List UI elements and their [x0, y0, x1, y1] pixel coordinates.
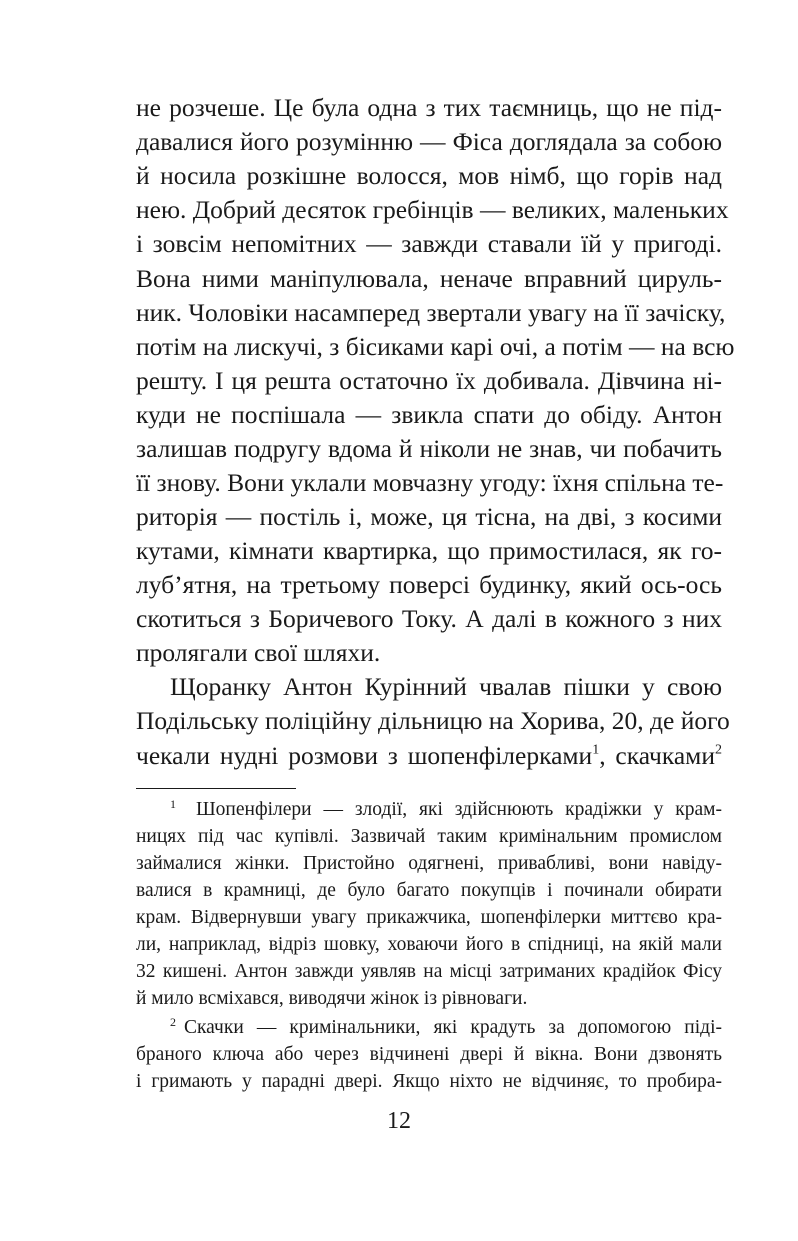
body-line: решту. І ця решта остаточно їх добивала. Дівчина ні-	[136, 366, 722, 395]
body-line: Подільську поліційну дільницю на Хорива, 20, де його	[136, 706, 730, 735]
body-line: куди не поспішала — звикла спати до обіду. Антон	[136, 400, 722, 429]
footnote-ref-2: 2	[714, 742, 722, 758]
body-line: залишав подругу вдома й ніколи не знав, чи побачить	[136, 434, 722, 463]
body-line: луб’ятня, на третьому поверсі будинку, який ось-ось	[136, 570, 722, 599]
body-line: скотиться з Боричевого Току. А далі в кожного з них	[136, 604, 722, 633]
body-line: кутами, кімнати квартирка, що примостилася, як го-	[136, 536, 722, 565]
footnote-line: валися в крамниці, де було багато покупців і починали обирати	[136, 880, 722, 901]
footnote-line: 1 Шопенфілери — злодії, які здійснюють крадіжки у крам-	[170, 797, 722, 820]
body-line: риторія — постіль і, може, ця тісна, на дві, з косими	[136, 502, 722, 531]
footnote-line: крам. Відвернувши увагу прикажчика, шопенфілерки миттєво кра-	[136, 907, 722, 928]
body-line: її знову. Вони уклали мовчазну угоду: їхня спільна те-	[136, 468, 724, 497]
body-line: пролягали свої шляхи.	[136, 638, 381, 667]
body-text: , скачками	[599, 741, 715, 770]
footnote-line: ницях під час купівлі. Зазвичай таким кримінальним промислом	[136, 826, 722, 847]
body-line: і зовсім непомітних — завжди ставали їй у пригоді.	[136, 229, 722, 258]
footnote-line: й мило всміхався, виводячи жінок із рівноваги.	[136, 988, 528, 1009]
body-line: не розчеше. Це була одна з тих таємниць, що не під-	[136, 93, 722, 122]
body-line: й носила розкішне волосся, мов німб, що горів над	[136, 161, 722, 190]
footnote-line: займалися жінки. Пристойно одягнені, привабливі, вони навіду-	[136, 853, 722, 874]
body-line: давалися його розумінню — Фіса доглядала за собою	[136, 127, 722, 156]
page-number: 12	[387, 1108, 411, 1134]
footnote-line: ли, наприклад, відріз шовку, ховаючи його в спідниці, на якій мали	[136, 934, 722, 955]
footnote-line: браного ключа або через відчинені двері й вікна. Вони дзвонять	[136, 1044, 722, 1065]
footnote-ref-1: 1	[592, 742, 600, 758]
body-line: Щоранку Антон Курінний чвалав пішки у свою	[170, 672, 722, 701]
footnote-line: 2 Скачки — кримінальники, які крадуть за допомогою піді-	[170, 1015, 722, 1038]
footnote-line: і гримають у парадні двері. Якщо ніхто не відчиняє, то пробира-	[136, 1071, 722, 1092]
footnote-separator	[136, 788, 296, 789]
body-text: чекали нудні розмови з шопенфілерками	[136, 741, 593, 770]
body-line: ник. Чоловіки насамперед звертали увагу на її зачіску,	[136, 298, 726, 327]
body-line: Вона ними маніпулювала, неначе вправний цируль-	[136, 264, 722, 293]
body-line: потім на лискучі, з бісиками карі очі, а потім — на всю	[136, 332, 735, 361]
body-line: нею. Добрий десяток гребінців — великих, маленьких	[136, 195, 729, 224]
footnote-line: 32 кишені. Антон завжди уявляв на місці затриманих крадійок Фісу	[136, 961, 722, 982]
body-line-with-footnote-refs	[136, 739, 722, 773]
